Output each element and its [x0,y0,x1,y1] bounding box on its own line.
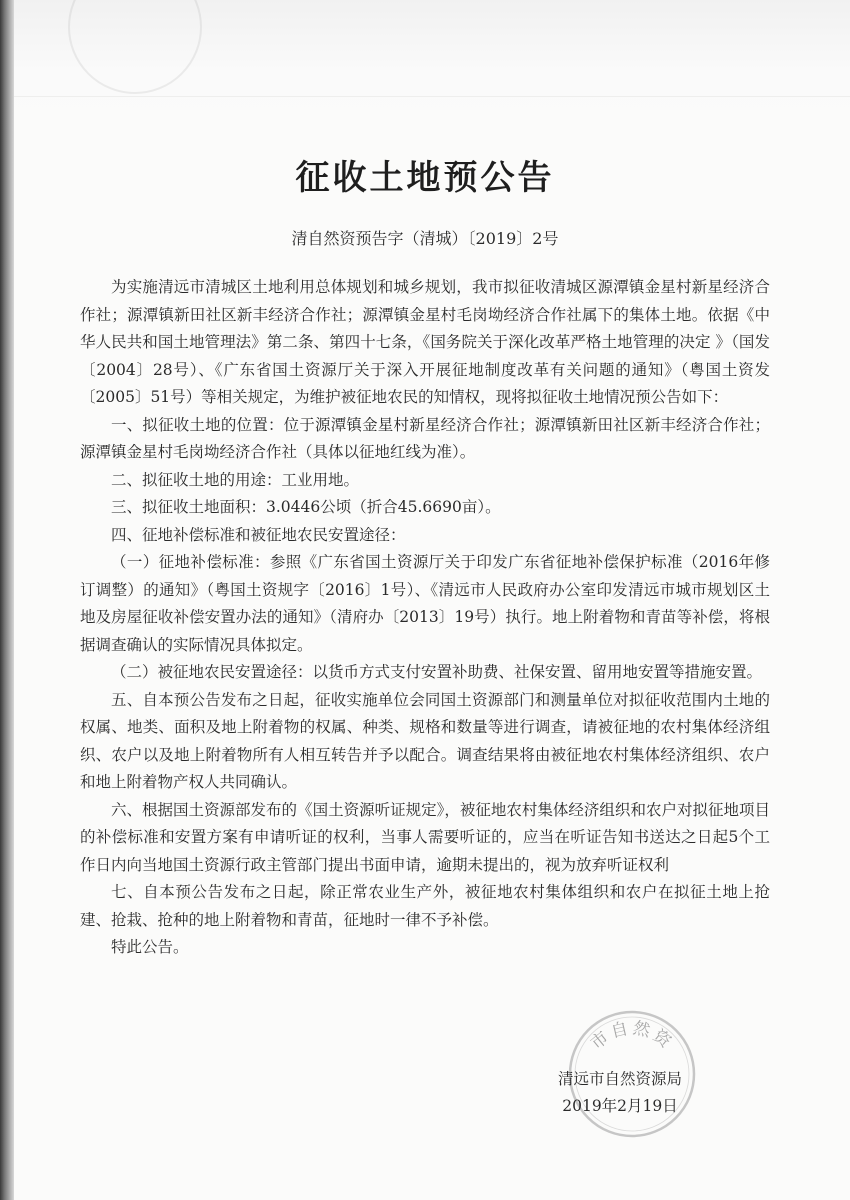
paragraph-item-5: 五、自本预公告发布之日起，征收实施单位会同国土资源部门和测量单位对拟征收范围内土地的权属、地类、面积及地上附着物的权属、种类、规格和数量等进行调查，请被征地的农村集体经济组织、农户以及地上附着物所有人相互转告并予以配合。调查结果将由被征地农村集体经济组织、农户和地上附着物产权人共同确认。 [80,690,770,791]
paragraph-item-7: 七、自本预公告发布之日起，除正常农业生产外，被征地农村集体组织和农户在拟征土地上抢建、抢栽、抢种的地上附着物和青苗，征地时一律不予补偿。 [80,883,770,929]
signature-block [520,1066,720,1120]
paragraph-intro: 为实施清远市清城区土地利用总体规划和城乡规划，我市拟征收清城区源潭镇金星村新星经济合作社；源潭镇新田社区新丰经济合作社；源潭镇金星村毛岗坳经济合作社属下的集体土地。依据《中华人民共和国土地管理法》第二条、第四十七条，《国务院关于深化改革严格土地管理的决定 》（国发〔2004〕28号）、《广东省国土资源厅关于深入开展征地制度改革有关问题的通知》（粤国土资发〔2005〕51号）等相关规定，为维护被征地农民的知情权，现将拟征收土地情况预公告如下： [80,278,770,406]
paragraph-item-1: 一、拟征收土地的位置：位于源潭镇金星村新星经济合作社；源潭镇新田社区新丰经济合作社；源潭镇金星村毛岗坳经济合作社（具体以征地红线为准）。 [80,415,770,461]
paragraph-item-3: 三、拟征收土地面积：3.0446公顷（折合45.6690亩）。 [111,498,501,516]
document-body [80,274,770,962]
svg-text:市自然资 [587,1018,677,1054]
document-number: 清自然资预告字（清城）〔2019〕2号 [291,229,559,248]
paragraph-item-6: 六、根据国土资源部发布的《国土资源听证规定》，被征地农村集体经济组织和农户对拟征地项目的补偿标准和安置方案有申请听证的权利，当事人需要听证的，应当在听证告知书送达之日起5个工作日内向当地国土资源行政主管部门提出书面申请，逾期未提出的，视为放弃听证权利 [80,800,770,874]
paragraph-item-4: 四、征地补偿标准和被征地农民安置途径： [111,525,406,544]
seal-text: 市自然资 [587,1018,677,1055]
issuer-name: 清远市自然资源局 [557,1070,682,1088]
paragraph-closing: 特此公告。 [111,938,189,956]
fold-line [14,96,850,97]
issue-date: 2019年2月19日 [562,1097,678,1115]
paragraph-item-4-1: （一）征地补偿标准：参照《广东省国土资源厅关于印发广东省征地补偿保护标准（2016年修订调整）的通知》（粤国土资规字〔2016〕1号）、《清远市人民政府办公室印发清远市城市规划区土地及房屋征收补偿安置办法的通知》（清府办〔2013〕19号）执行。地上附着物和青苗等补偿，将根据调查确认的实际情况具体拟定。 [80,553,770,654]
paragraph-item-4-2: （二）被征地农民安置途径：以货币方式支付安置补助费、社保安置、留用地安置等措施安置。 [111,663,763,681]
paragraph-item-2: 二、拟征收土地的用途：工业用地。 [111,470,360,489]
document-title: 征收土地预公告 [295,158,555,198]
